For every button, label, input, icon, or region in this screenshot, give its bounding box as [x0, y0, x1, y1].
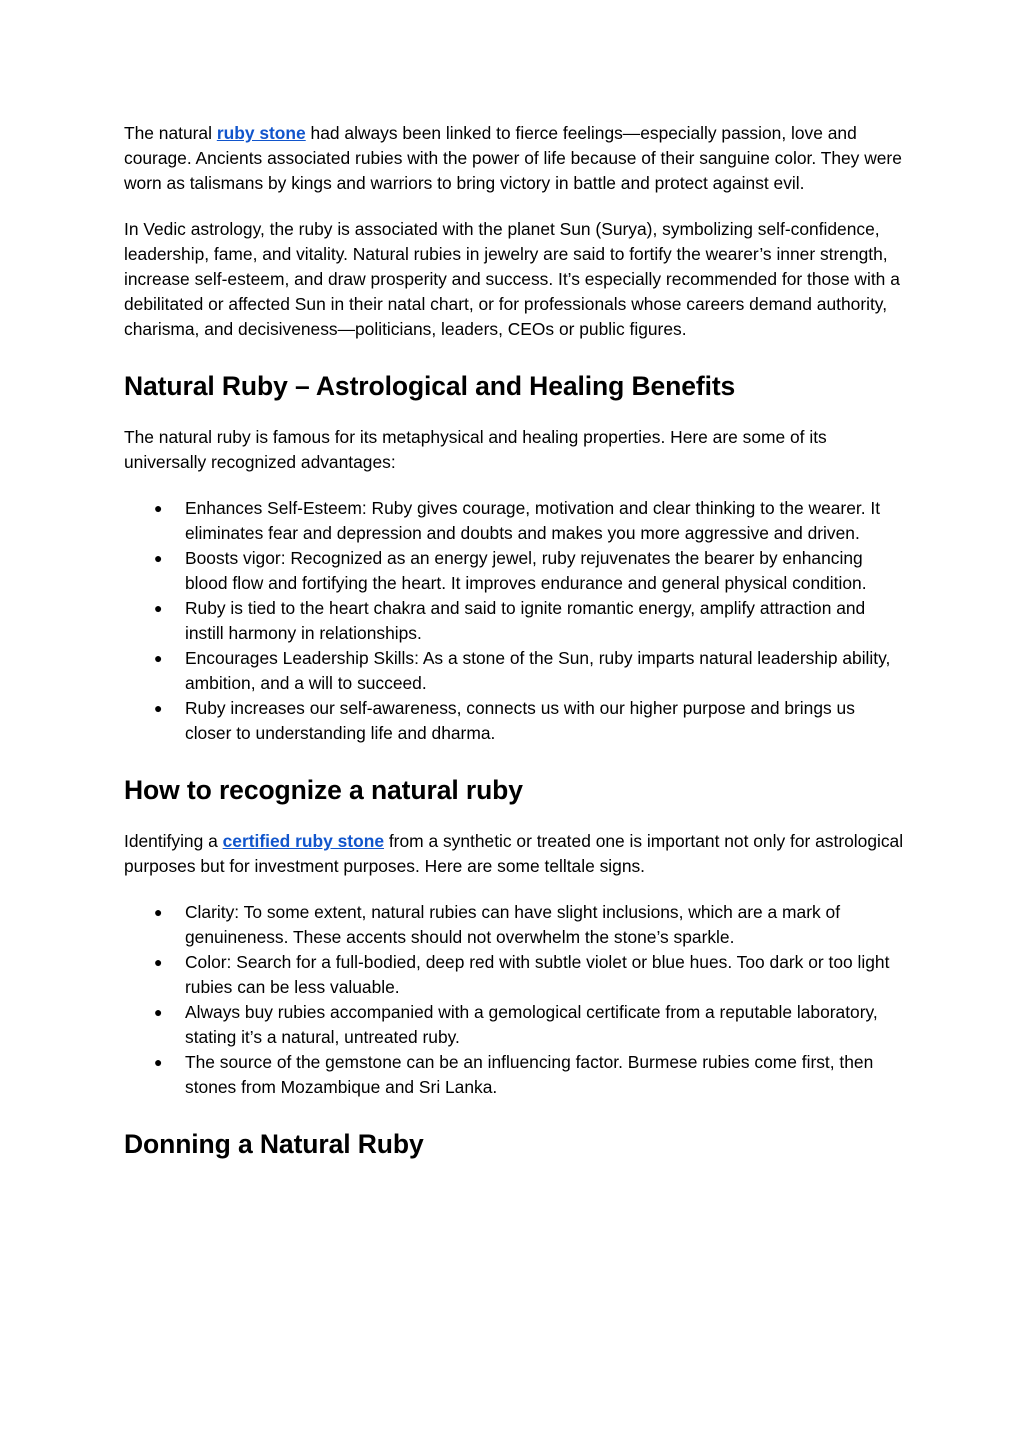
document-page — [124, 121, 904, 1161]
donning-heading: Donning a Natural Ruby — [124, 1129, 424, 1159]
bullet-icon: ● — [154, 500, 163, 516]
list-item — [124, 900, 904, 950]
recognize-heading: How to recognize a natural ruby — [124, 775, 523, 805]
list-item — [124, 496, 904, 546]
bullet-icon: ● — [154, 650, 163, 666]
list-item — [124, 1050, 904, 1100]
bullet-icon: ● — [154, 600, 163, 616]
intro-paragraph-2: In Vedic astrology, the ruby is associated with the planet Sun (Surya), symbolizing self-confidence, leadership, fame, and vitality. Natural rubies in jewelry are said to fortify the wearer’s inner strength, increase self-esteem, and draw prosperity and success. It’s especially recommended for those with a debilitated or affected Sun in their natal chart, or for professionals whose careers demand authority, charisma, and decisiveness—politicians, leaders, CEOs or public figures. — [124, 219, 900, 339]
list-item — [124, 1000, 904, 1050]
certified-ruby-stone-link[interactable]: certified ruby stone — [222, 831, 385, 851]
bullet-icon: ● — [154, 1004, 163, 1020]
intro-p1-after: had always been linked to fierce feelings—especially passion, love and courage. Ancients associated rubies with the power of life because of their sanguine color. They were worn as talismans by kings and warriors to bring victory in battle and protect against evil. — [124, 123, 902, 193]
list-item — [124, 950, 904, 1000]
recognize-intro-after: from a synthetic or treated one is important not only for astrological purposes but for investment purposes. Here are some telltale signs. — [124, 831, 904, 876]
list-item — [124, 596, 904, 646]
recognize-intro — [124, 829, 904, 879]
list-item-text: Boosts vigor: Recognized as an energy jewel, ruby rejuvenates the bearer by enhancing blood flow and fortifying the heart. It improves endurance and general physical condition. — [185, 548, 867, 593]
bullet-icon: ● — [154, 700, 163, 716]
bullet-icon: ● — [154, 904, 163, 920]
intro-paragraph-1 — [124, 121, 904, 196]
list-item-text: The source of the gemstone can be an influencing factor. Burmese rubies come first, then stones from Mozambique and Sri Lanka. — [185, 1052, 874, 1097]
bullet-icon: ● — [154, 550, 163, 566]
benefits-intro: The natural ruby is famous for its metaphysical and healing properties. Here are some of its universally recognized advantages: — [124, 427, 827, 472]
list-item-text: Ruby is tied to the heart chakra and said to ignite romantic energy, amplify attraction and instill harmony in relationships. — [185, 598, 866, 643]
list-item-text: Enhances Self-Esteem: Ruby gives courage, motivation and clear thinking to the wearer. It eliminates fear and depression and doubts and makes you more aggressive and driven. — [185, 498, 881, 543]
list-item-text: Ruby increases our self-awareness, connects us with our higher purpose and brings us closer to understanding life and dharma. — [185, 698, 855, 743]
list-item — [124, 696, 904, 746]
ruby-stone-link[interactable]: ruby stone — [216, 123, 306, 143]
intro-p1-before: The natural — [124, 123, 217, 143]
list-item-text: Encourages Leadership Skills: As a stone of the Sun, ruby imparts natural leadership ability, ambition, and a will to succeed. — [185, 648, 891, 693]
benefits-list — [124, 496, 904, 746]
recognize-list — [124, 900, 904, 1100]
recognize-intro-before: Identifying a — [124, 831, 223, 851]
list-item — [124, 646, 904, 696]
list-item-text: Color: Search for a full-bodied, deep red with subtle violet or blue hues. Too dark or too light rubies can be less valuable. — [185, 952, 890, 997]
list-item — [124, 546, 904, 596]
bullet-icon: ● — [154, 954, 163, 970]
list-item-text: Clarity: To some extent, natural rubies can have slight inclusions, which are a mark of genuineness. These accents should not overwhelm the stone’s sparkle. — [185, 902, 841, 947]
benefits-heading: Natural Ruby – Astrological and Healing Benefits — [124, 371, 736, 401]
list-item-text: Always buy rubies accompanied with a gemological certificate from a reputable laboratory, stating it’s a natural, untreated ruby. — [185, 1002, 878, 1047]
bullet-icon: ● — [154, 1054, 163, 1070]
